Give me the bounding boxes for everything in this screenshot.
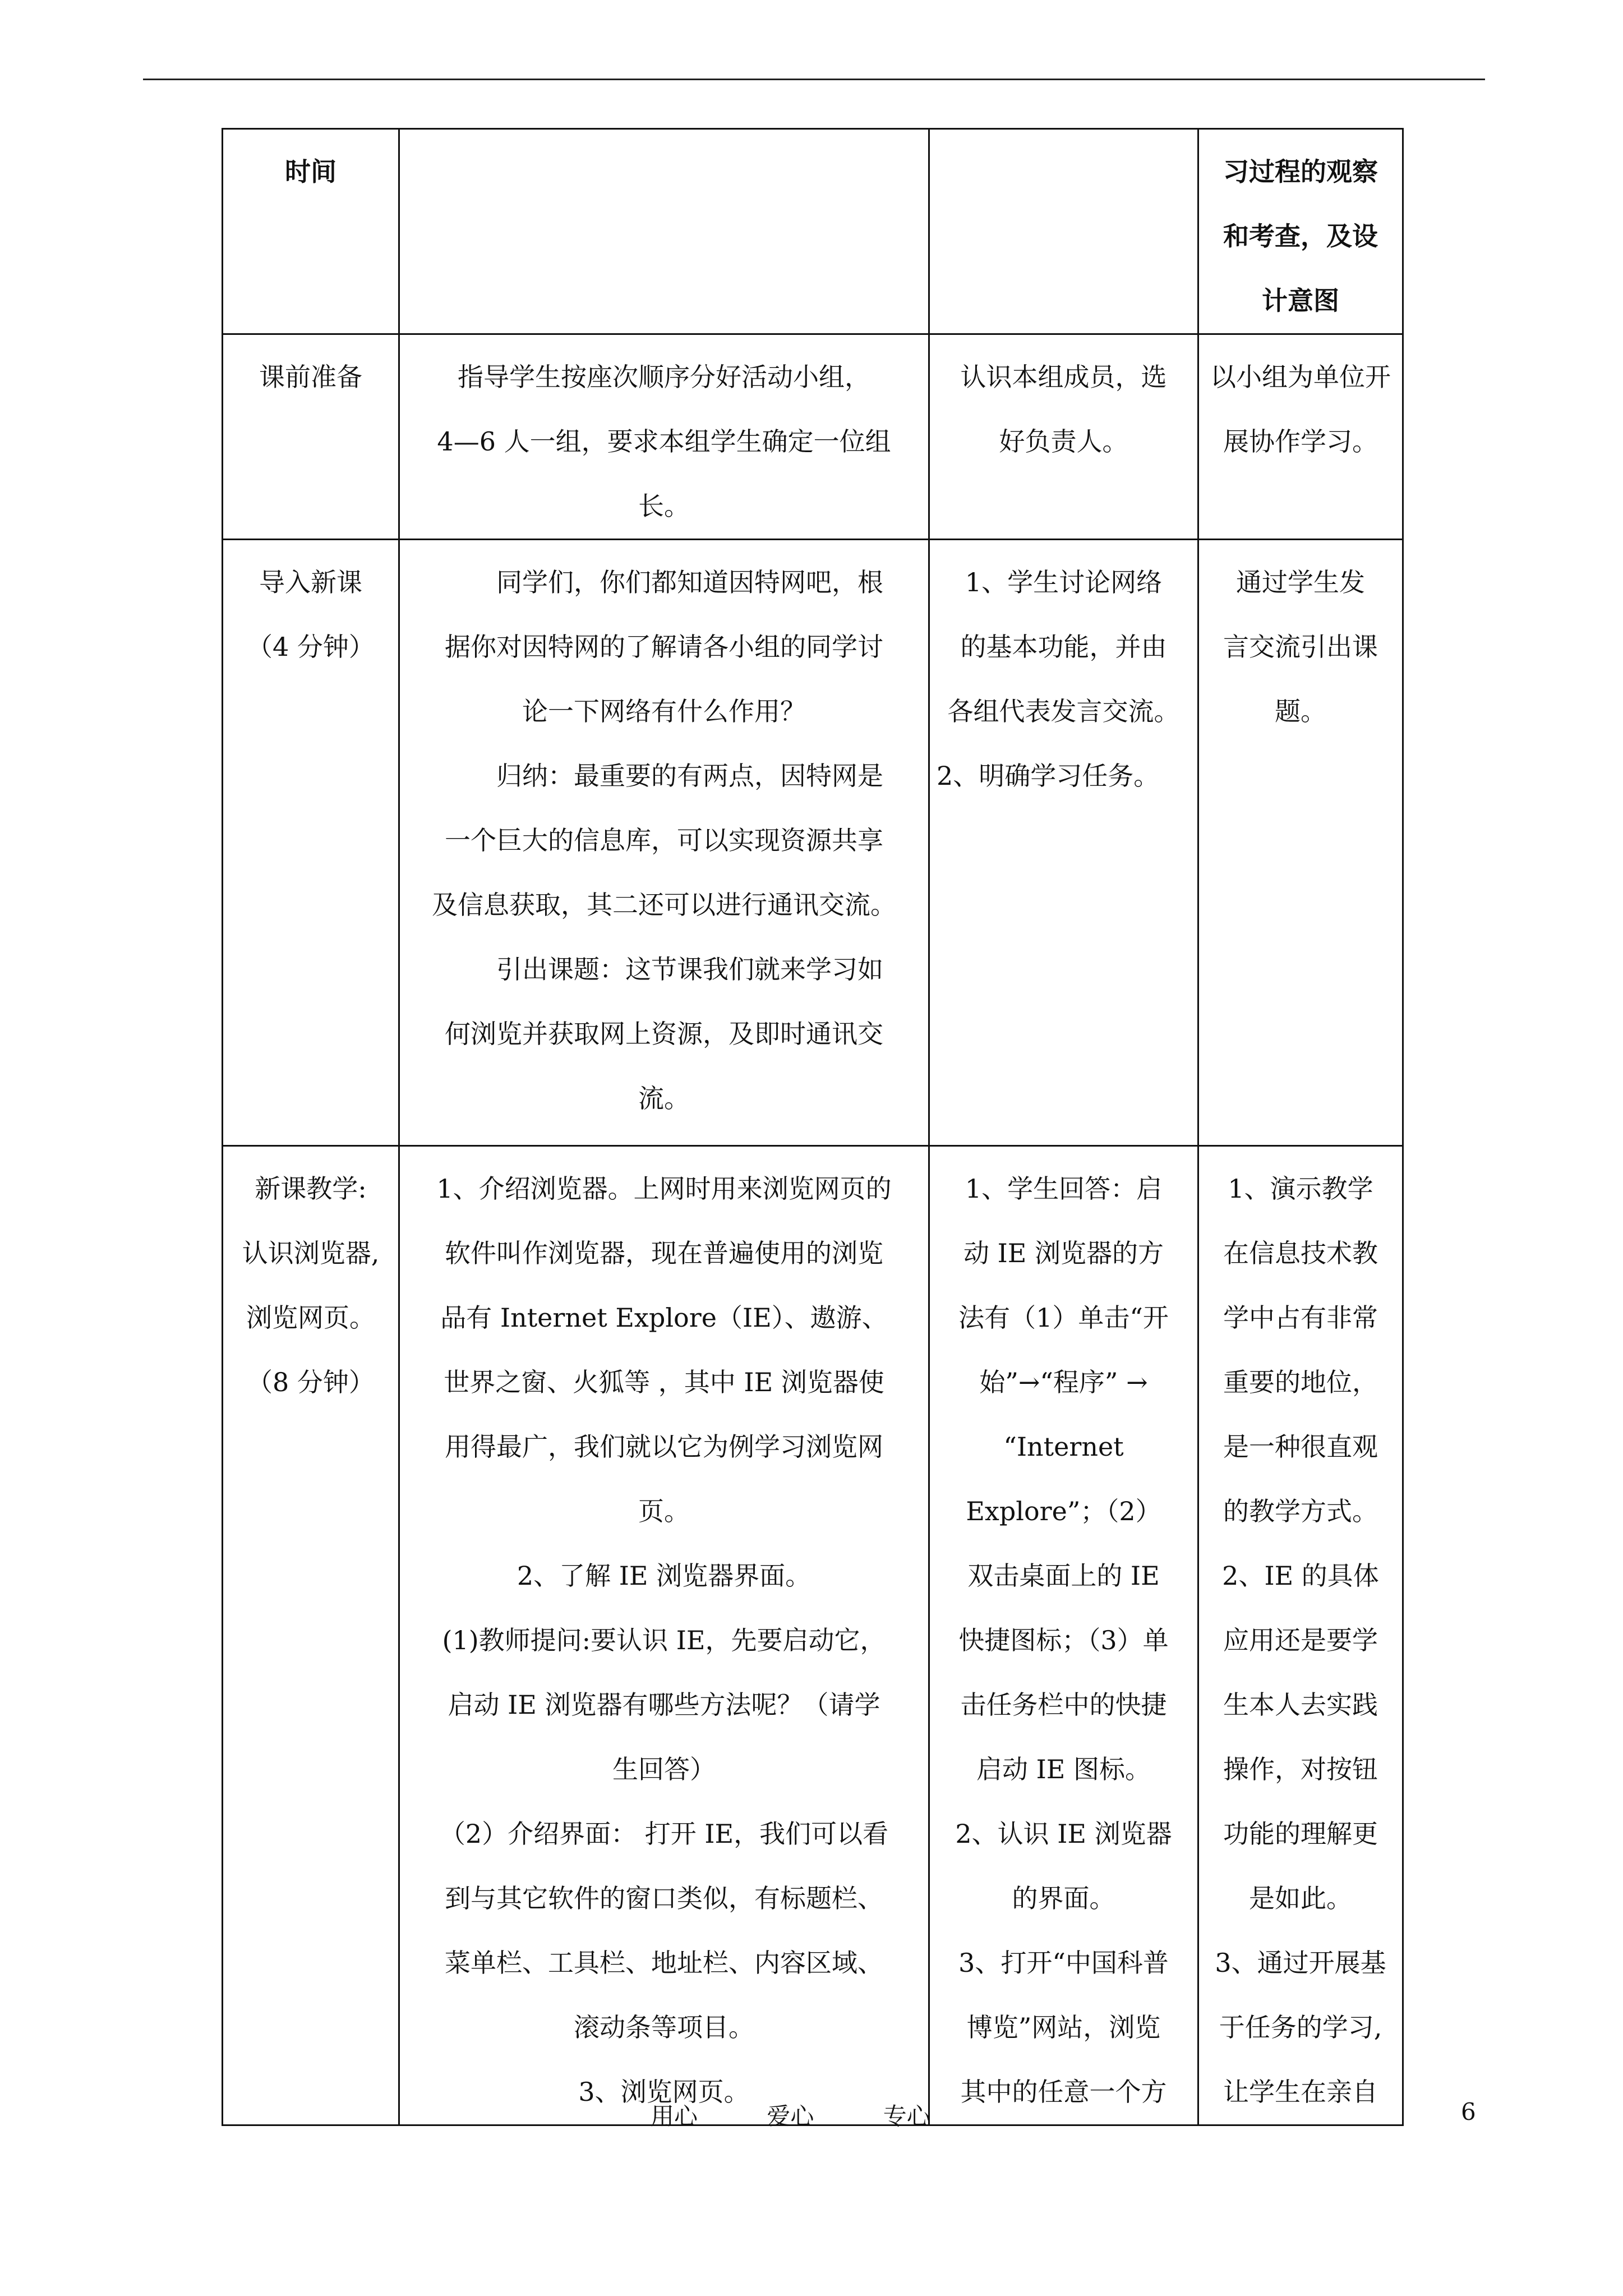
student-activity-cell: 1、学生回答：启 动 IE 浏览器的方 法有（1）单击“开 始”→“程序” → “Internet Explore”；（2） 双击桌面上的 IE 快捷图标；（3）单 击任务栏中的快捷 启动 IE 图标。 2、认识 IE 浏览器 的界面。 3、打开“中国科普 博览”网站，浏览 其中的任意一个方 (929, 1146, 1198, 2125)
teacher-activity-cell: 同学们，你们都知道因特网吧，根 据你对因特网的了解请各小组的同学讨 论一下网络有什么作用？ 归纳：最重要的有两点，因特网是 一个巨大的信息库，可以实现资源共享 及信息获取，其二还可以进行通讯交流。 引出课题：这节课我们就来学习如 何浏览并获取网上资源，及即时通讯交 流。 (399, 540, 929, 1146)
header-time: 时间 (285, 157, 336, 187)
table-row (223, 1146, 1403, 2125)
design-intent-cell: 通过学生发 言交流引出课 题。 (1198, 540, 1403, 1146)
table-row (223, 540, 1403, 1146)
teacher-activity-cell: 1、介绍浏览器。上网时用来浏览网页的 软件叫作浏览器，现在普遍使用的浏览 品有 Internet Explore（IE）、遨游、 世界之窗、火狐等 ，其中 IE 浏览器使 用得最广，我们就以它为例学习浏览网 页。 2、了解 IE 浏览器界面。 (1)教师提问:要认识 IE，先要启动它， 启动 IE 浏览器有哪些方法呢？（请学 生回答） （2）介绍界面： 打开 IE，我们可以看 到与其它软件的窗口类似，有标题栏、 菜单栏、工具栏、地址栏、内容区域、 滚动条等项目。 3、浏览网页。 (399, 1146, 929, 2125)
design-intent-cell: 以小组为单位开 展协作学习。 (1198, 334, 1403, 540)
table-header-row (223, 129, 1403, 334)
page-number: 6 (1461, 2098, 1476, 2125)
table-row (223, 334, 1403, 540)
footer-mottos (651, 2098, 992, 2132)
footer-motto: 专心 (883, 2102, 930, 2130)
header-time-cell (223, 129, 399, 334)
student-activity-cell: 认识本组成员，选 好负责人。 (929, 334, 1198, 540)
header-design-cell: 习过程的观察 和考查，及设 计意图 (1198, 129, 1403, 334)
stage-cell: 课前准备 (223, 334, 399, 540)
teacher-activity-cell: 指导学生按座次顺序分好活动小组， 4—6 人一组，要求本组学生确定一位组 长。 (399, 334, 929, 540)
student-activity-cell: 1、学生讨论网络 的基本功能，并由 各组代表发言交流。 2、明确学习任务。 (929, 540, 1198, 1146)
footer-motto: 用心 (651, 2102, 698, 2130)
lesson-plan-table (222, 128, 1404, 2126)
header-rule (143, 79, 1485, 80)
header-col2-cell (399, 129, 929, 334)
header-col3-cell (929, 129, 1198, 334)
footer-motto: 爱心 (767, 2102, 814, 2130)
stage-cell: 导入新课 （4 分钟） (223, 540, 399, 1146)
design-intent-cell: 1、演示教学 在信息技术教 学中占有非常 重要的地位， 是一种很直观 的教学方式。 2、IE 的具体 应用还是要学 生本人去实践 操作，对按钮 功能的理解更 是如此。 3、通过开展基 于任务的学习, 让学生在亲自 (1198, 1146, 1403, 2125)
stage-cell: 新课教学: 认识浏览器, 浏览网页。 （8 分钟） (223, 1146, 399, 2125)
